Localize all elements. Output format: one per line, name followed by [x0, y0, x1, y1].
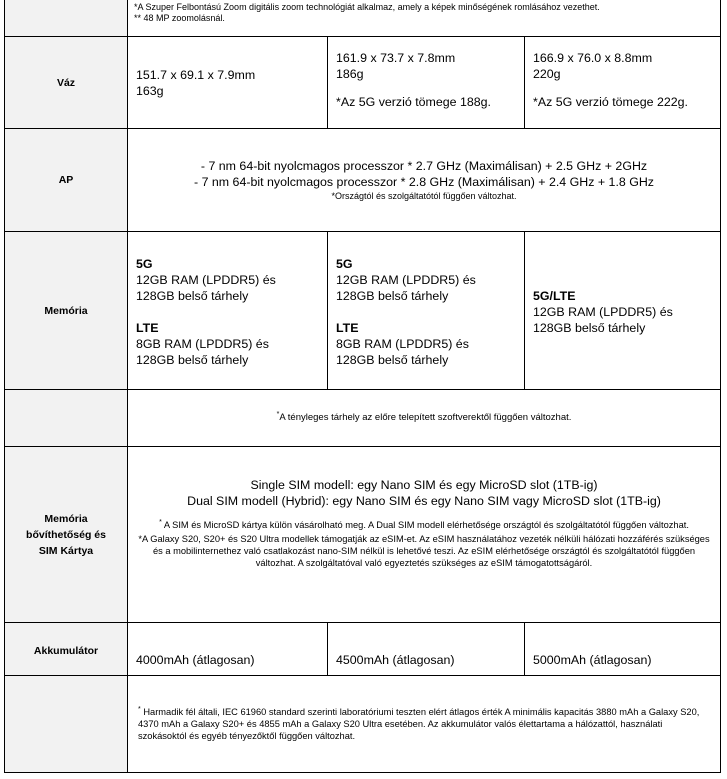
zoom-note-1: *A Szuper Felbontású Zoom digitális zoom technológiát alkalmaz, amely a képek minőségének romlásához vezethet. — [134, 2, 600, 12]
memoria-1-lte-storage: 128GB belső tárhely — [136, 353, 249, 367]
memoria-2-5g-storage: 128GB belső tárhely — [336, 289, 449, 303]
label-sim — [4, 446, 128, 623]
vaz-cell-2 — [328, 36, 525, 129]
label-memoria: Memória — [4, 231, 128, 390]
row-akku — [4, 622, 721, 676]
vaz-dimensions-3: 166.9 x 76.0 x 8.8mm — [533, 51, 653, 65]
memoria-3-storage: 128GB belső tárhely — [533, 321, 646, 335]
label-sim-line-1: Memória — [44, 512, 88, 525]
row-akku-note — [4, 675, 721, 773]
memoria-1-5g-ram: 12GB RAM (LPDDR5) és — [136, 273, 276, 287]
label-akku: Akkumulátor — [4, 622, 128, 676]
vaz-5g-note-3: *Az 5G verzió tömege 222g. — [533, 95, 688, 109]
row-memoria-note — [4, 389, 721, 447]
memoria-cell-1 — [128, 231, 328, 390]
memoria-2-heading-lte: LTE — [336, 321, 359, 335]
sim-note-1 — [138, 519, 710, 531]
memoria-2-5g-ram: 12GB RAM (LPDDR5) és — [336, 273, 476, 287]
sim-line-1: Single SIM modell: egy Nano SIM és egy MicroSD slot (1TB-ig) — [250, 478, 598, 492]
memoria-1-heading-lte: LTE — [136, 321, 159, 335]
memoria-3-heading: 5G/LTE — [533, 289, 576, 303]
asterisk-mark: * — [159, 518, 162, 526]
row-vaz — [4, 36, 721, 129]
akku-note-cell — [128, 675, 721, 773]
memoria-2-heading-5g: 5G — [336, 257, 353, 271]
vaz-5g-note-2: *Az 5G verzió tömege 188g. — [336, 95, 491, 109]
memoria-note-text: A tényleges tárhely az előre telepített szoftverektől függően változhat. — [279, 412, 572, 423]
vaz-weight-1: 163g — [136, 84, 164, 98]
label-sim-line-3: SIM Kártya — [38, 544, 94, 557]
akku-value-1: 4000mAh (átlagosan) — [136, 653, 255, 667]
memoria-1-5g-storage: 128GB belső tárhely — [136, 289, 249, 303]
akku-value-3: 5000mAh (átlagosan) — [533, 653, 652, 667]
empty-label-cell — [4, 0, 128, 37]
ap-line-2: - 7 nm 64-bit nyolcmagos processzor * 2.8 GHz (Maximálisan) + 2.4 GHz + 1.8 GHz — [194, 175, 654, 189]
memoria-1-heading-5g: 5G — [136, 257, 153, 271]
vaz-dimensions-1: 151.7 x 69.1 x 7.9mm — [136, 68, 256, 82]
akku-cell-1 — [128, 622, 328, 676]
akku-cell-2 — [328, 622, 525, 676]
zoom-notes-cell — [128, 0, 721, 37]
memoria-2-lte-ram: 8GB RAM (LPDDR5) és — [336, 337, 469, 351]
akku-cell-3 — [525, 622, 721, 676]
vaz-cell-1 — [128, 36, 328, 129]
vaz-dimensions-2: 161.9 x 73.7 x 7.8mm — [336, 51, 456, 65]
vaz-weight-3: 220g — [533, 67, 561, 81]
akku-note-text: Harmadik fél általi, IEC 61960 standard szerinti laboratóriumi teszten elért átlagos érték A minimális kapacitás 3880 mAh a Galaxy S20, 4370 mAh a Galaxy S20+ és 4855 mAh a Galaxy S20 Ultra esetében. Az akkumulátor valós élettartama a hálózattól, használati szokásoktól és egyéb tényezőktől függően változhat. — [138, 707, 700, 741]
row-ap — [4, 128, 721, 232]
label-vaz: Váz — [4, 36, 128, 129]
memoria-note-cell — [128, 389, 721, 447]
memoria-cell-3 — [525, 231, 721, 390]
ap-cell — [128, 128, 721, 232]
akku-note — [128, 706, 720, 742]
row-memoria — [4, 231, 721, 390]
vaz-cell-3 — [525, 36, 721, 129]
label-sim-line-2: bővíthetőség és — [26, 528, 106, 541]
asterisk-mark: * — [138, 705, 141, 713]
sim-note-1-text: A SIM és MicroSD kártya külön vásárolható meg. A Dual SIM modell elérhetősége országtól és szolgáltatótól függően változhat. — [163, 520, 689, 530]
row-zoom-notes — [4, 0, 721, 37]
label-ap: AP — [4, 128, 128, 232]
memoria-3-ram: 12GB RAM (LPDDR5) és — [533, 305, 673, 319]
memoria-note — [277, 412, 572, 424]
vaz-weight-2: 186g — [336, 67, 364, 81]
ap-note: *Országtól és szolgáltatótól függően változhat. — [331, 191, 517, 201]
zoom-note-2: ** 48 MP zoomolásnál. — [134, 13, 225, 23]
row-sim — [4, 446, 721, 623]
memoria-1-lte-ram: 8GB RAM (LPDDR5) és — [136, 337, 269, 351]
memoria-cell-2 — [328, 231, 525, 390]
asterisk-mark: * — [276, 410, 280, 418]
empty-label-cell — [4, 389, 128, 447]
sim-line-2: Dual SIM modell (Hybrid): egy Nano SIM és egy Nano SIM vagy MicroSD slot (1TB-ig) — [187, 494, 661, 508]
akku-value-2: 4500mAh (átlagosan) — [336, 653, 455, 667]
sim-cell — [128, 446, 721, 623]
memoria-2-lte-storage: 128GB belső tárhely — [336, 353, 449, 367]
ap-line-1: - 7 nm 64-bit nyolcmagos processzor * 2.7 GHz (Maximálisan) + 2.5 GHz + 2GHz — [200, 159, 648, 173]
empty-label-cell — [4, 675, 128, 773]
sim-note-2: *A Galaxy S20, S20+ és S20 Ultra modellek támogatják az eSIM-et. Az eSIM használatához vezeték nélküli hálózati hozzáférés szükséges és a mobilinternethez való csatlakozást nano-SIM nélkül is lehetővé teszi. Az eSIM elérhetősége országtól és szolgáltatótól függően változhat. A szolgáltatóval való egyeztetés szükséges az eSIM támogatottságáról. — [138, 534, 710, 568]
